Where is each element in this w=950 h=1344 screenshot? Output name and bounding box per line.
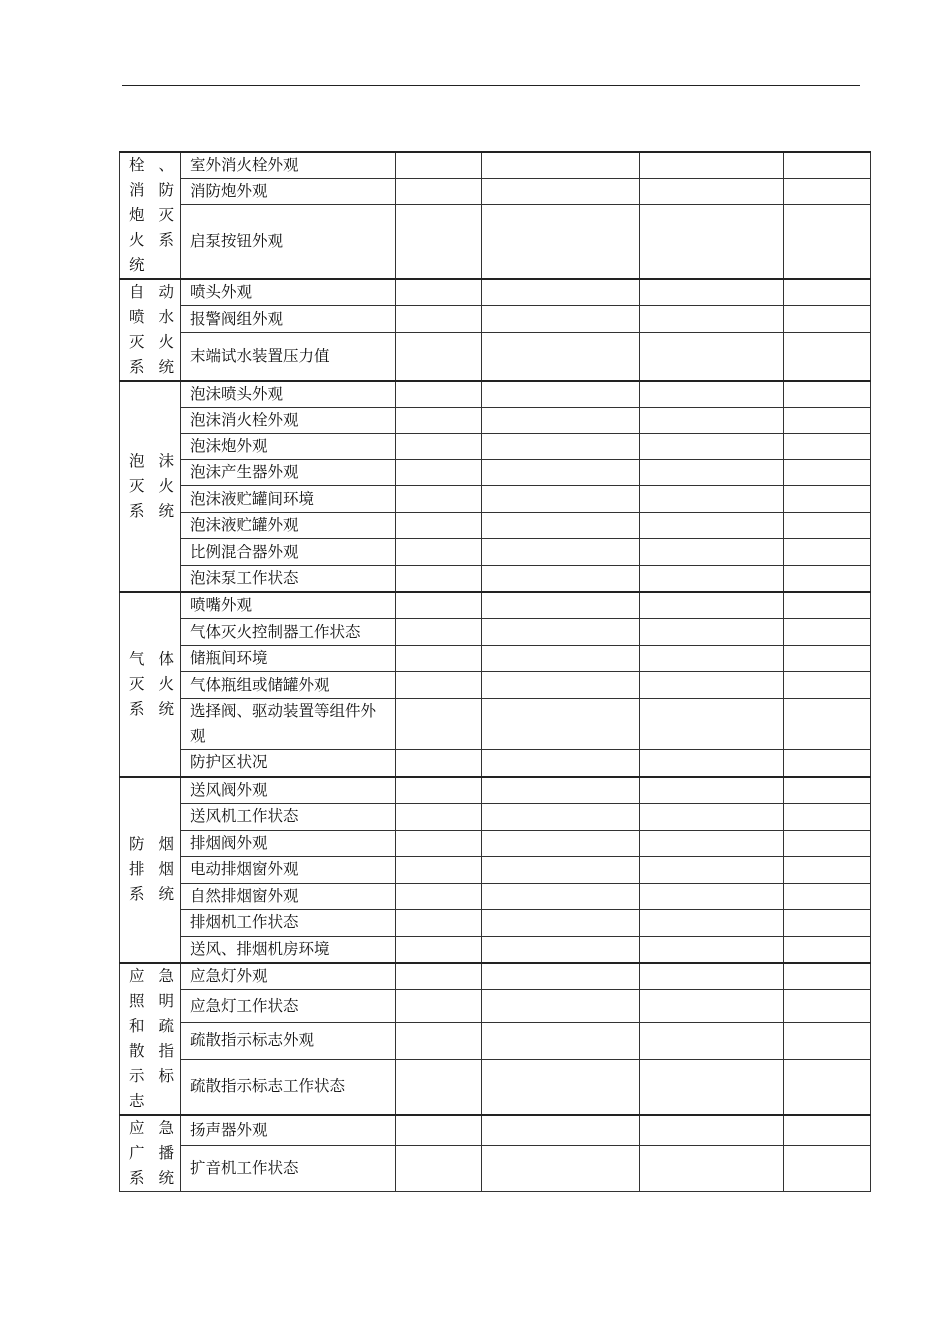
inspection-item: 排烟机工作状态	[181, 909, 396, 936]
inspection-item: 疏散指示标志工作状态	[181, 1059, 396, 1114]
system-name-cell	[120, 963, 181, 1115]
blank-cell	[640, 750, 784, 777]
blank-cell	[784, 777, 871, 804]
blank-cell	[784, 909, 871, 936]
table-row	[120, 152, 871, 179]
table-row	[120, 279, 871, 306]
blank-cell	[640, 434, 784, 460]
blank-cell	[640, 777, 784, 804]
blank-cell	[640, 646, 784, 672]
inspection-item: 泡沫炮外观	[181, 434, 396, 460]
blank-cell	[784, 205, 871, 279]
system-name-line: 消 防	[129, 181, 174, 199]
blank-cell	[396, 1059, 482, 1114]
blank-cell	[482, 205, 640, 279]
blank-cell	[482, 1145, 640, 1191]
inspection-item: 室外消火栓外观	[181, 152, 396, 179]
system-name-line: 志	[129, 1091, 145, 1110]
inspection-item: 扩音机工作状态	[181, 1145, 396, 1191]
blank-cell	[482, 1059, 640, 1114]
table-row	[120, 1023, 871, 1059]
blank-cell	[640, 883, 784, 909]
blank-cell	[482, 803, 640, 830]
inspection-item: 储瓶间环境	[181, 646, 396, 672]
system-name-line: 栓 、	[129, 156, 174, 174]
blank-cell	[396, 1145, 482, 1191]
table-row	[120, 990, 871, 1023]
table-row	[120, 856, 871, 883]
inspection-item: 比例混合器外观	[181, 539, 396, 566]
blank-cell	[396, 803, 482, 830]
blank-cell	[640, 909, 784, 936]
table-row	[120, 830, 871, 856]
table-row	[120, 592, 871, 619]
table-row	[120, 699, 871, 750]
system-name-line: 火 系	[129, 231, 174, 249]
blank-cell	[482, 486, 640, 513]
blank-cell	[396, 672, 482, 699]
blank-cell	[482, 408, 640, 434]
table-row	[120, 803, 871, 830]
blank-cell	[482, 619, 640, 646]
blank-cell	[784, 539, 871, 566]
blank-cell	[784, 646, 871, 672]
blank-cell	[640, 672, 784, 699]
blank-cell	[482, 539, 640, 566]
inspection-item: 气体灭火控制器工作状态	[181, 619, 396, 646]
blank-cell	[396, 883, 482, 909]
table-row	[120, 179, 871, 205]
blank-cell	[396, 205, 482, 279]
system-name-line: 泡 沫	[129, 452, 174, 470]
blank-cell	[640, 803, 784, 830]
table-row	[120, 381, 871, 408]
blank-cell	[784, 883, 871, 909]
table-row	[120, 936, 871, 963]
blank-cell	[784, 856, 871, 883]
blank-cell	[396, 750, 482, 777]
inspection-item: 防护区状况	[181, 750, 396, 777]
system-name-line: 散 指	[129, 1041, 174, 1060]
blank-cell	[784, 1115, 871, 1146]
blank-cell	[640, 936, 784, 963]
blank-cell	[640, 513, 784, 539]
system-name-line: 自 动	[129, 283, 174, 301]
system-name-line: 灭 火	[129, 477, 174, 495]
blank-cell	[482, 332, 640, 381]
system-name-line: 防 烟	[129, 835, 174, 853]
table-row	[120, 539, 871, 566]
inspection-item: 送风机工作状态	[181, 803, 396, 830]
blank-cell	[482, 592, 640, 619]
inspection-item: 泡沫液贮罐间环境	[181, 486, 396, 513]
system-name-line: 统	[129, 256, 145, 274]
blank-cell	[482, 513, 640, 539]
blank-cell	[396, 777, 482, 804]
system-name-line: 灭 火	[129, 674, 174, 693]
inspection-item: 疏散指示标志外观	[181, 1023, 396, 1059]
inspection-item: 泡沫泵工作状态	[181, 566, 396, 593]
blank-cell	[640, 566, 784, 593]
system-name-line: 气 体	[129, 649, 174, 668]
system-name-line: 和 疏	[129, 1016, 174, 1035]
system-name-line: 系 统	[129, 1168, 174, 1187]
blank-cell	[640, 1115, 784, 1146]
table-row	[120, 566, 871, 593]
blank-cell	[640, 1023, 784, 1059]
blank-cell	[784, 486, 871, 513]
blank-cell	[482, 777, 640, 804]
blank-cell	[482, 1023, 640, 1059]
blank-cell	[640, 539, 784, 566]
blank-cell	[396, 592, 482, 619]
blank-cell	[784, 306, 871, 332]
blank-cell	[482, 1115, 640, 1146]
blank-cell	[482, 646, 640, 672]
blank-cell	[396, 332, 482, 381]
system-name-line: 喷 水	[129, 308, 174, 326]
system-name-cell	[120, 279, 181, 381]
inspection-item: 喷嘴外观	[181, 592, 396, 619]
blank-cell	[396, 279, 482, 306]
blank-cell	[784, 566, 871, 593]
blank-cell	[640, 279, 784, 306]
system-name-line: 系 统	[129, 699, 174, 718]
inspection-item: 泡沫液贮罐外观	[181, 513, 396, 539]
blank-cell	[784, 332, 871, 381]
blank-cell	[640, 152, 784, 179]
system-name-cell	[120, 592, 181, 777]
inspection-item: 应急灯外观	[181, 963, 396, 990]
blank-cell	[640, 460, 784, 486]
blank-cell	[482, 856, 640, 883]
blank-cell	[482, 750, 640, 777]
blank-cell	[396, 460, 482, 486]
blank-cell	[482, 936, 640, 963]
system-name-line: 应 急	[129, 1118, 174, 1137]
blank-cell	[396, 434, 482, 460]
system-name-cell	[120, 1115, 181, 1192]
inspection-item: 气体瓶组或储罐外观	[181, 672, 396, 699]
table-row	[120, 460, 871, 486]
blank-cell	[784, 619, 871, 646]
system-name-cell	[120, 381, 181, 592]
inspection-item: 泡沫喷头外观	[181, 381, 396, 408]
blank-cell	[396, 963, 482, 990]
blank-cell	[640, 205, 784, 279]
blank-cell	[784, 803, 871, 830]
blank-cell	[396, 936, 482, 963]
table-row	[120, 408, 871, 434]
table-row	[120, 777, 871, 804]
blank-cell	[640, 332, 784, 381]
blank-cell	[640, 179, 784, 205]
table-row	[120, 750, 871, 777]
table-row	[120, 883, 871, 909]
blank-cell	[784, 152, 871, 179]
table-row	[120, 1115, 871, 1146]
blank-cell	[482, 179, 640, 205]
system-name-line: 系 统	[129, 885, 174, 903]
inspection-item: 末端试水装置压力值	[181, 332, 396, 381]
blank-cell	[640, 1059, 784, 1114]
blank-cell	[396, 566, 482, 593]
blank-cell	[640, 486, 784, 513]
blank-cell	[482, 909, 640, 936]
inspection-item: 扬声器外观	[181, 1115, 396, 1146]
inspection-item: 启泵按钮外观	[181, 205, 396, 279]
blank-cell	[482, 460, 640, 486]
inspection-item: 自然排烟窗外观	[181, 883, 396, 909]
inspection-item: 选择阀、驱动装置等组件外观	[181, 699, 396, 750]
blank-cell	[482, 990, 640, 1023]
blank-cell	[482, 152, 640, 179]
table-row	[120, 306, 871, 332]
blank-cell	[640, 306, 784, 332]
inspection-item: 喷头外观	[181, 279, 396, 306]
blank-cell	[640, 963, 784, 990]
blank-cell	[482, 699, 640, 750]
table-row	[120, 963, 871, 990]
table-row	[120, 205, 871, 279]
blank-cell	[396, 408, 482, 434]
blank-cell	[784, 592, 871, 619]
blank-cell	[784, 750, 871, 777]
header-rule	[122, 85, 860, 86]
system-name-line: 广 播	[129, 1143, 174, 1162]
inspection-item: 报警阀组外观	[181, 306, 396, 332]
blank-cell	[482, 279, 640, 306]
blank-cell	[396, 381, 482, 408]
table-row	[120, 619, 871, 646]
inspection-item: 排烟阀外观	[181, 830, 396, 856]
table-row	[120, 332, 871, 381]
inspection-table	[119, 151, 871, 1192]
blank-cell	[396, 699, 482, 750]
blank-cell	[396, 486, 482, 513]
blank-cell	[640, 830, 784, 856]
system-name-line: 应 急	[129, 966, 174, 985]
blank-cell	[784, 179, 871, 205]
blank-cell	[396, 856, 482, 883]
blank-cell	[482, 566, 640, 593]
blank-cell	[482, 381, 640, 408]
blank-cell	[396, 990, 482, 1023]
table-row	[120, 513, 871, 539]
blank-cell	[396, 179, 482, 205]
blank-cell	[396, 830, 482, 856]
inspection-item: 应急灯工作状态	[181, 990, 396, 1023]
blank-cell	[784, 513, 871, 539]
inspection-item: 送风阀外观	[181, 777, 396, 804]
blank-cell	[482, 883, 640, 909]
blank-cell	[784, 830, 871, 856]
table-row	[120, 486, 871, 513]
blank-cell	[640, 381, 784, 408]
blank-cell	[640, 619, 784, 646]
system-name-cell	[120, 777, 181, 963]
system-name-line: 灭 火	[129, 333, 174, 351]
blank-cell	[784, 408, 871, 434]
system-name-line: 炮 灭	[129, 206, 174, 224]
blank-cell	[396, 539, 482, 566]
blank-cell	[396, 152, 482, 179]
blank-cell	[482, 434, 640, 460]
system-name-line: 系 统	[129, 358, 174, 376]
blank-cell	[784, 1145, 871, 1191]
system-name-cell	[120, 152, 181, 279]
inspection-item: 泡沫产生器外观	[181, 460, 396, 486]
blank-cell	[482, 306, 640, 332]
blank-cell	[396, 1115, 482, 1146]
blank-cell	[640, 408, 784, 434]
blank-cell	[482, 963, 640, 990]
table-row	[120, 909, 871, 936]
inspection-item: 泡沫消火栓外观	[181, 408, 396, 434]
blank-cell	[784, 990, 871, 1023]
blank-cell	[396, 1023, 482, 1059]
blank-cell	[396, 306, 482, 332]
blank-cell	[482, 672, 640, 699]
blank-cell	[784, 460, 871, 486]
blank-cell	[784, 434, 871, 460]
blank-cell	[784, 963, 871, 990]
blank-cell	[396, 909, 482, 936]
blank-cell	[396, 619, 482, 646]
inspection-item: 电动排烟窗外观	[181, 856, 396, 883]
blank-cell	[482, 830, 640, 856]
blank-cell	[784, 699, 871, 750]
system-name-line: 示 标	[129, 1066, 174, 1085]
system-name-line: 系 统	[129, 502, 174, 520]
blank-cell	[396, 513, 482, 539]
inspection-item: 送风、排烟机房环境	[181, 936, 396, 963]
blank-cell	[640, 592, 784, 619]
table-row	[120, 1059, 871, 1114]
blank-cell	[640, 1145, 784, 1191]
blank-cell	[784, 279, 871, 306]
blank-cell	[640, 699, 784, 750]
system-name-line: 照 明	[129, 991, 174, 1010]
blank-cell	[784, 936, 871, 963]
table-row	[120, 1145, 871, 1191]
table-row	[120, 434, 871, 460]
blank-cell	[640, 856, 784, 883]
blank-cell	[784, 1023, 871, 1059]
system-name-line: 排 烟	[129, 860, 174, 878]
blank-cell	[784, 381, 871, 408]
table-row	[120, 672, 871, 699]
inspection-item: 消防炮外观	[181, 179, 396, 205]
blank-cell	[784, 672, 871, 699]
blank-cell	[784, 1059, 871, 1114]
blank-cell	[396, 646, 482, 672]
blank-cell	[640, 990, 784, 1023]
table-row	[120, 646, 871, 672]
